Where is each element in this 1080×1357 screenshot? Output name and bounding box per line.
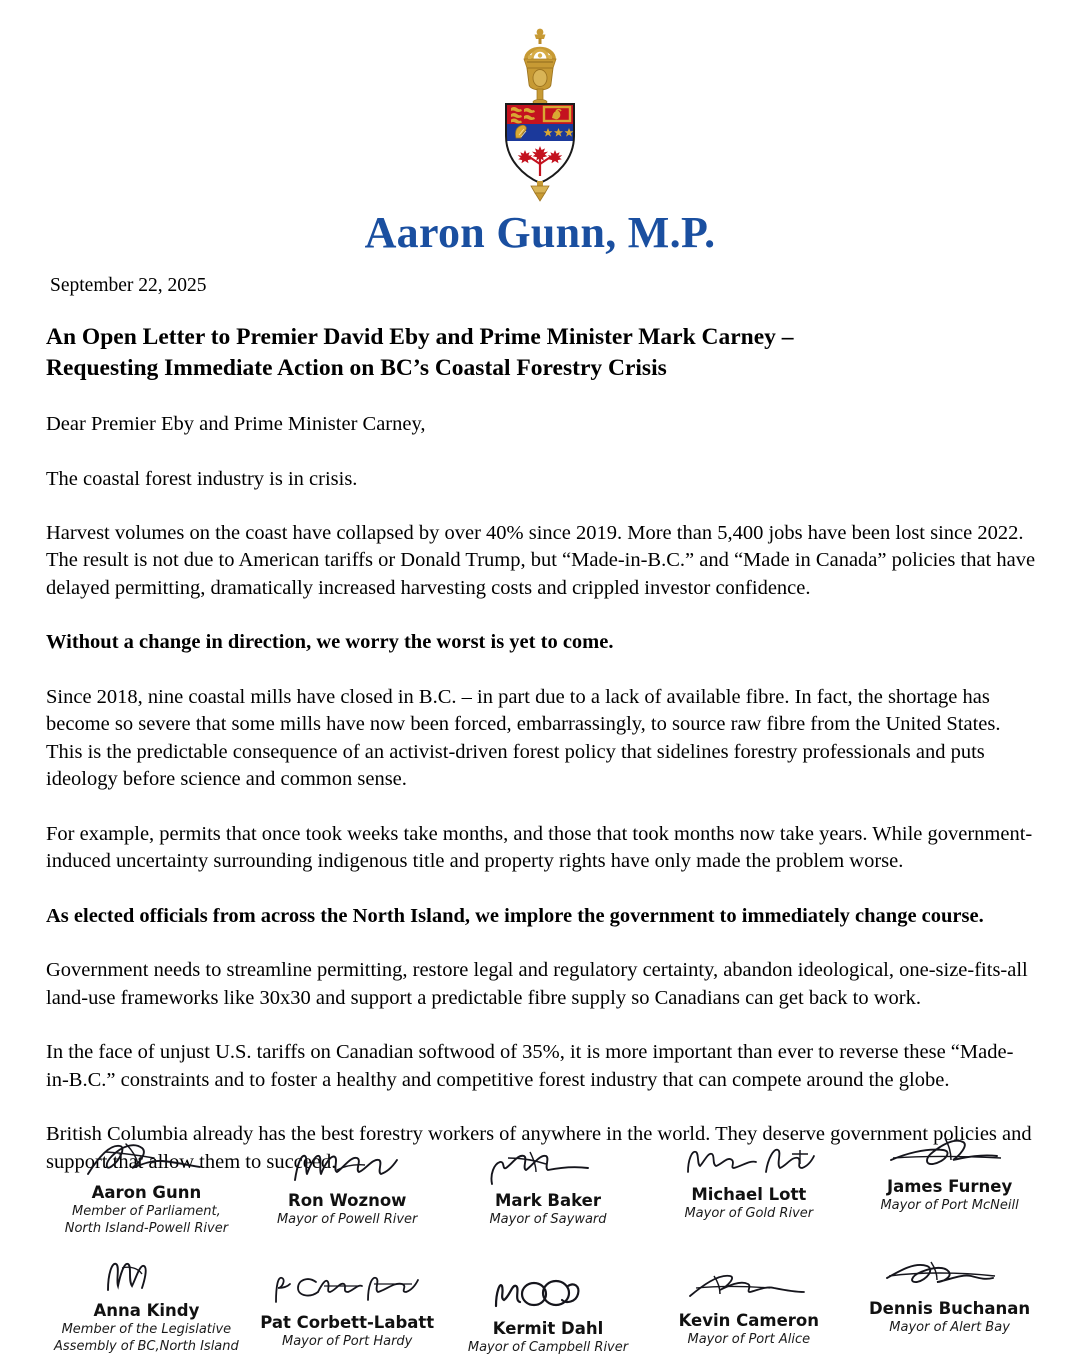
signatory-title: Member of Parliament, North Island-Powell River — [64, 1204, 229, 1237]
signatory-title: Mayor of Gold River — [684, 1206, 814, 1222]
paragraph-4: Since 2018, nine coastal mills have closed in B.C. – in part due to a lack of available fibre. In fact, the shortage has become so severe that some mills have now been forced, embarrassingly, to source raw fibre from the United States. This is the predictable consequence of an activist-driven forest policy that sidelines forestry professionals and puts ideology before science and common sense. — [46, 685, 1001, 791]
signatory-dennis-buchanan — [849, 1252, 1050, 1357]
signatory-aaron-gunn — [46, 1136, 247, 1238]
signature-dennis-buchanan-icon — [853, 1252, 1046, 1298]
signatory-name: Michael Lott — [691, 1185, 807, 1204]
signatory-title: Mayor of Powell River — [276, 1212, 418, 1228]
salutation: Dear Premier Eby and Prime Minister Carney, — [46, 413, 426, 436]
signatory-name: Ron Woznow — [287, 1191, 407, 1210]
signatory-title: Mayor of Port McNeill — [880, 1198, 1019, 1214]
signature-kevin-cameron-icon — [652, 1264, 845, 1310]
signatory-james-furney — [849, 1130, 1050, 1238]
signature-pat-corbett-labatt-icon — [251, 1266, 444, 1312]
signature-james-furney-icon — [853, 1130, 1046, 1176]
signatory-name: Aaron Gunn — [91, 1183, 202, 1202]
headline-line-1: An Open Letter to Premier David Eby and Prime Minister Mark Carney – — [46, 323, 794, 350]
signatory-title: Mayor of Port Alice — [687, 1332, 811, 1348]
paragraph-5: For example, permits that once took weeks take months, and those that took months now take years. While government-induced uncertainty surrounding indigenous title and property rights have only made the problem worse. — [46, 822, 1033, 873]
signatory-name: Kermit Dahl — [492, 1318, 604, 1338]
signatory-anna-kindy — [46, 1254, 247, 1357]
letter-body — [0, 274, 1080, 1176]
letterhead — [0, 0, 1080, 256]
signatory-name: Dennis Buchanan — [868, 1298, 1031, 1318]
paragraph-3-emphasis: Without a change in direction, we worry the worst is yet to come. — [46, 631, 614, 654]
signature-row-2 — [46, 1254, 1050, 1357]
signatory-title: Mayor of Campbell River — [467, 1340, 629, 1356]
signature-anna-kindy-icon — [50, 1254, 243, 1300]
page-title — [46, 322, 1036, 385]
signatory-mark-baker — [448, 1144, 649, 1238]
signatory-title: Member of the Legislative Assembly of BC,North Island — [54, 1322, 239, 1354]
signatory-name: Pat Corbett-Labatt — [260, 1312, 435, 1332]
signatory-kevin-cameron — [648, 1264, 849, 1357]
paragraph-6-emphasis: As elected officials from across the North Island, we implore the government to immediately change course. — [46, 904, 984, 927]
signature-michael-lott-icon — [652, 1138, 845, 1184]
canada-parliament-coat-of-arms-icon — [0, 26, 1080, 202]
signatory-name: Kevin Cameron — [678, 1310, 819, 1330]
signature-aaron-gunn-icon — [50, 1136, 243, 1182]
signature-kermit-dahl-icon — [452, 1272, 645, 1318]
signatory-pat-corbett-labatt — [247, 1266, 448, 1357]
paragraph-2: Harvest volumes on the coast have collapsed by over 40% since 2019. More than 5,400 jobs have been lost since 2022. The result is not due to American tariffs or Donald Trump, but “Made-in-B.C.” and “Made in Canada” policies that have delayed permitting, dramatically increased harvesting costs and crippled investor confidence. — [46, 522, 1036, 599]
paragraph-9: British Columbia already has the best forestry workers of anywhere in the world. They deserve government policies and support that allow them to succeed. — [46, 1123, 1032, 1173]
signatory-michael-lott — [648, 1138, 849, 1238]
signatory-ron-woznow — [247, 1144, 448, 1238]
signatory-title: Mayor of Port Hardy — [282, 1334, 413, 1350]
signatory-kermit-dahl — [448, 1272, 649, 1357]
paragraph-8: In the face of unjust U.S. tariffs on Canadian softwood of 35%, it is more important than ever to reverse these “Made-in-B.C.” constraints and to foster a healthy and competitive forest industry that can compete around the globe. — [46, 1041, 1014, 1091]
signatory-name: Anna Kindy — [93, 1300, 200, 1320]
paragraph-7: Government needs to streamline permitting, restore legal and regulatory certainty, abandon ideological, one-size-fits-all land-use frameworks like 30x30 and support a predictable fibre supply so Canadians can get back to work. — [46, 959, 1028, 1009]
signatory-title: Mayor of Alert Bay — [889, 1320, 1010, 1336]
headline-line-2: Requesting Immediate Action on BC’s Coastal Forestry Crisis — [46, 354, 667, 381]
signature-mark-baker-icon — [452, 1144, 645, 1190]
letter-date: September 22, 2025 — [50, 275, 207, 297]
signature-ron-woznow-icon — [251, 1144, 444, 1190]
signatory-title: Mayor of Sayward — [489, 1212, 607, 1228]
signature-row-1 — [46, 1136, 1050, 1238]
letterhead-title: Aaron Gunn, M.P. — [364, 208, 716, 257]
paragraph-1: The coastal forest industry is in crisis. — [46, 467, 358, 490]
signatory-name: Mark Baker — [495, 1191, 601, 1210]
signatory-name: James Furney — [886, 1177, 1013, 1196]
signature-block — [46, 1136, 1050, 1357]
